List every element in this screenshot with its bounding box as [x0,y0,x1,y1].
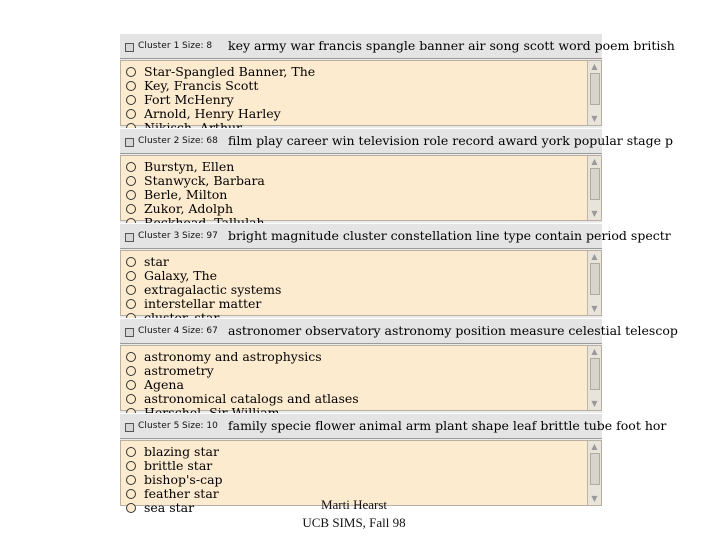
list-item-label: bishop's-cap [144,472,223,487]
scroll-thumb[interactable] [590,358,600,390]
cluster-label: Cluster 1 [138,41,180,51]
radio-button[interactable] [126,271,136,281]
list-item[interactable] [121,392,586,406]
scrollbar[interactable] [587,251,601,315]
radio-button[interactable] [126,190,136,200]
list-item[interactable] [121,297,586,311]
cluster-select-checkbox[interactable] [125,328,134,337]
radio-button[interactable] [126,162,136,172]
cluster-label: Cluster 5 [138,421,180,431]
scroll-down-arrow-icon[interactable]: ▼ [591,114,598,123]
cluster-header [120,223,671,249]
cluster-header [120,318,678,344]
radio-button[interactable] [126,380,136,390]
list-item-label: Burstyn, Ellen [144,159,235,174]
list-item[interactable] [121,269,586,283]
scroll-thumb[interactable] [590,168,600,200]
list-item-label: Zukor, Adolph [144,201,233,216]
scroll-down-arrow-icon[interactable]: ▼ [591,494,598,503]
radio-button[interactable] [126,461,136,471]
radio-button[interactable] [126,475,136,485]
list-item-label: extragalactic systems [144,282,282,297]
cluster-keywords: astronomer observatory astronomy position measure celestial telescop [228,323,678,338]
cluster-panel [120,33,678,515]
list-item[interactable] [121,65,586,79]
cluster-label: Cluster 3 [138,231,180,241]
list-item[interactable] [121,79,586,93]
radio-button[interactable] [126,447,136,457]
list-item-label: Agena [144,377,184,392]
cluster-label: Cluster 4 [138,326,180,336]
radio-button[interactable] [126,366,136,376]
footer-affiliation: UCB SIMS, Fall 98 [302,515,406,530]
list-item-label: blazing star [144,444,219,459]
radio-button[interactable] [126,67,136,77]
radio-button[interactable] [126,503,136,513]
cluster-header [120,33,675,59]
cluster-keywords: film play career win television role record award york popular stage p [228,133,674,148]
list-item[interactable] [121,350,586,364]
list-item-label: Galaxy, The [144,268,218,283]
list-item-label: brittle star [144,458,213,473]
list-item[interactable] [121,93,586,107]
radio-button[interactable] [126,352,136,362]
radio-button[interactable] [126,81,136,91]
radio-button[interactable] [126,204,136,214]
list-item[interactable] [121,160,586,174]
list-item[interactable] [121,378,586,392]
list-item-label: astronomical catalogs and atlases [144,391,359,406]
list-item[interactable] [121,445,586,459]
cluster-size: Size: 10 [182,421,218,431]
list-item-label: astronomy and astrophysics [144,349,322,364]
scroll-up-arrow-icon[interactable]: ▲ [591,252,598,261]
radio-button[interactable] [126,489,136,499]
scrollbar[interactable] [587,441,601,505]
cluster-keywords: family specie flower animal arm plant shape leaf brittle tube foot hor [228,418,667,433]
cluster-keywords: key army war francis spangle banner air song scott word poem british [228,38,675,53]
scroll-thumb[interactable] [590,263,600,295]
scroll-down-arrow-icon[interactable]: ▼ [591,399,598,408]
scroll-up-arrow-icon[interactable]: ▲ [591,157,598,166]
list-item-label: astrometry [144,363,214,378]
scroll-up-arrow-icon[interactable]: ▲ [591,62,598,71]
scrollbar[interactable] [587,346,601,410]
cluster-label: Cluster 2 [138,136,180,146]
radio-button[interactable] [126,257,136,267]
cluster-document-list [120,250,602,316]
cluster-size: Size: 8 [182,41,213,51]
cluster-select-checkbox[interactable] [125,233,134,242]
radio-button[interactable] [126,394,136,404]
scroll-up-arrow-icon[interactable]: ▲ [591,442,598,451]
scroll-thumb[interactable] [590,73,600,105]
cluster-size: Size: 67 [182,326,218,336]
list-item-label: Berle, Milton [144,187,228,202]
list-item-label: Fort McHenry [144,92,234,107]
list-item[interactable] [121,459,586,473]
list-item[interactable] [121,255,586,269]
list-item-label: Star-Spangled Banner, The [144,64,316,79]
scroll-thumb[interactable] [590,453,600,485]
list-item-label: interstellar matter [144,296,262,311]
list-item[interactable] [121,174,586,188]
list-item[interactable] [121,107,586,121]
list-item[interactable] [121,283,586,297]
list-item-label: Key, Francis Scott [144,78,259,93]
cluster-document-list [120,155,602,221]
list-item[interactable] [121,202,586,216]
list-item[interactable] [121,364,586,378]
radio-button[interactable] [126,109,136,119]
list-item[interactable] [121,473,586,487]
cluster-select-checkbox[interactable] [125,138,134,147]
list-item-label: sea star [144,500,195,515]
footer-author: Marti Hearst [320,497,388,512]
scroll-down-arrow-icon[interactable]: ▼ [591,209,598,218]
scrollbar[interactable] [587,156,601,220]
cluster-document-list [120,345,602,411]
cluster-select-checkbox[interactable] [125,43,134,52]
scroll-down-arrow-icon[interactable]: ▼ [591,304,598,313]
list-item-label: Arnold, Henry Harley [144,106,281,121]
list-item-label: feather star [144,486,219,501]
cluster-select-checkbox[interactable] [125,423,134,432]
cluster-header [120,413,667,439]
radio-button[interactable] [126,285,136,295]
scroll-up-arrow-icon[interactable]: ▲ [591,347,598,356]
list-item[interactable] [121,188,586,202]
list-item-label: Stanwyck, Barbara [144,173,265,188]
list-item-label: star [144,254,169,269]
radio-button[interactable] [126,95,136,105]
cluster-size: Size: 68 [182,136,218,146]
radio-button[interactable] [126,176,136,186]
cluster-keywords: bright magnitude cluster constellation line type contain period spectr [228,228,671,243]
cluster-document-list [120,60,602,126]
cluster-size: Size: 97 [182,231,218,241]
cluster-header [120,128,674,154]
radio-button[interactable] [126,299,136,309]
scrollbar[interactable] [587,61,601,125]
